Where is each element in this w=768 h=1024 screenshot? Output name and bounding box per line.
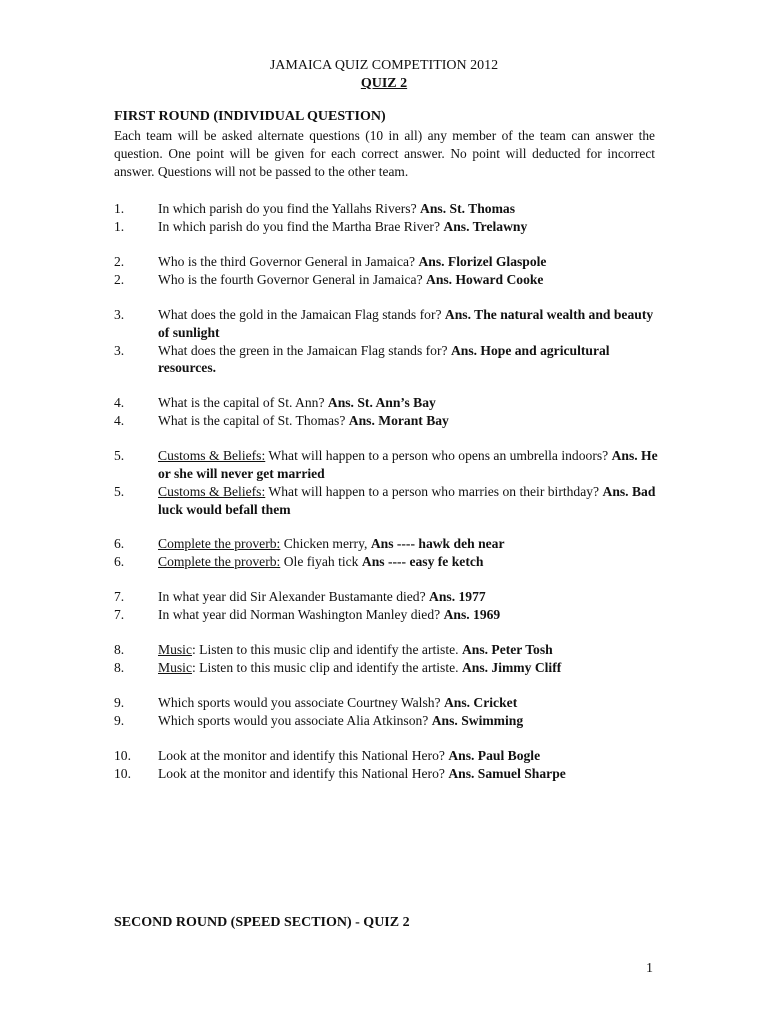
- question-item: [0, 306, 768, 342]
- answer-text: Ans. Samuel Sharpe: [448, 766, 566, 782]
- question-text-block: [158, 253, 658, 271]
- question-text-block: [158, 412, 658, 430]
- question-text-block: [158, 483, 658, 519]
- question-item: [0, 253, 768, 271]
- question-item: [0, 412, 768, 430]
- question-text: In what year did Norman Washington Manley died?: [158, 607, 441, 623]
- answer-text: Ans. Florizel Glaspole: [418, 254, 547, 269]
- question-text: Which sports would you associate Courtney Walsh?: [158, 695, 441, 711]
- question-item: [0, 553, 768, 571]
- question-topic: Music: [158, 660, 192, 676]
- question-group: [0, 641, 768, 677]
- question-item: [0, 606, 768, 624]
- instructions-paragraph: Each team will be asked alternate questions (10 in all) any member of the team can answer the question. One point will be given for each correct answer. No point will deducted for incorrect answer. Questions will not be passed to the other team.: [114, 128, 655, 179]
- question-text-block: [158, 712, 658, 730]
- question-number: 7.: [114, 607, 125, 623]
- question-topic: Complete the proverb:: [158, 536, 281, 552]
- answer-text: Ans ---- hawk deh near: [370, 536, 505, 552]
- question-text-block: [158, 765, 658, 783]
- question-text-block: [158, 218, 658, 236]
- question-text: In what year did Sir Alexander Bustamante died?: [158, 589, 426, 605]
- answer-text: Ans. Morant Bay: [348, 413, 449, 429]
- question-number: 10.: [114, 766, 131, 782]
- question-item: [0, 271, 768, 289]
- question-text: Which sports would you associate Alia Atkinson?: [158, 713, 429, 729]
- question-item: [0, 535, 768, 553]
- question-number: 5.: [114, 483, 125, 499]
- question-topic: Customs & Beliefs:: [158, 483, 266, 499]
- question-topic: Customs & Beliefs:: [158, 448, 266, 464]
- question-list: [0, 200, 768, 800]
- question-number: 6.: [114, 536, 125, 552]
- question-topic: Music: [158, 642, 192, 658]
- question-text-block: [158, 271, 658, 289]
- question-text-block: [158, 394, 658, 412]
- second-round-heading: SECOND ROUND (SPEED SECTION) - QUIZ 2: [114, 915, 410, 930]
- question-group: [0, 747, 768, 783]
- question-group: [0, 394, 768, 430]
- question-text-block: [158, 447, 658, 483]
- answer-text: Ans. Cricket: [443, 695, 518, 711]
- answer-text: Ans. Peter Tosh: [461, 642, 553, 658]
- answer-text: Ans. The natural wealth and beauty of sunlight: [158, 307, 654, 340]
- question-text-block: [158, 641, 658, 659]
- question-text: What does the green in the Jamaican Flag stands for?: [158, 342, 448, 358]
- question-text: In which parish do you find the Yallahs Rivers?: [158, 201, 417, 216]
- question-item: [0, 447, 768, 483]
- question-number: 10.: [114, 748, 131, 764]
- question-text-block: [158, 200, 658, 218]
- question-text: Chicken merry,: [283, 536, 368, 552]
- question-topic: Complete the proverb:: [158, 554, 281, 570]
- question-item: [0, 747, 768, 765]
- answer-text: Ans ---- easy fe ketch: [361, 554, 484, 570]
- question-item: [0, 483, 768, 519]
- question-text-block: [158, 306, 658, 342]
- first-round-heading: FIRST ROUND (INDIVIDUAL QUESTION): [114, 109, 386, 124]
- question-text: : Listen to this music clip and identify the artiste.: [191, 642, 459, 658]
- question-group: [0, 253, 768, 289]
- answer-text: Ans. 1977: [429, 589, 486, 605]
- question-text: Who is the fourth Governor General in Jamaica?: [158, 272, 423, 287]
- question-item: [0, 588, 768, 606]
- question-group: [0, 306, 768, 377]
- question-text: What is the capital of St. Ann?: [158, 395, 325, 411]
- answer-text: Ans. Howard Cooke: [426, 272, 544, 287]
- question-text: What will happen to a person who marries on their birthday?: [268, 483, 600, 499]
- question-item: [0, 765, 768, 783]
- quiz-number: QUIZ 2: [360, 76, 408, 91]
- question-text-block: [158, 535, 658, 553]
- answer-text: Ans. Swimming: [431, 713, 524, 729]
- answer-text: Ans. Bad luck would befall them: [158, 483, 656, 517]
- question-item: [0, 659, 768, 677]
- question-text: Ole fiyah tick: [283, 554, 359, 570]
- question-text: Who is the third Governor General in Jamaica?: [158, 254, 416, 269]
- question-group: [0, 588, 768, 624]
- question-text-block: [158, 606, 658, 624]
- question-number: 8.: [114, 660, 125, 676]
- question-number: 7.: [114, 589, 125, 605]
- question-text-block: [158, 553, 658, 571]
- question-number: 8.: [114, 642, 125, 658]
- document-title: JAMAICA QUIZ COMPETITION 2012: [269, 58, 499, 73]
- answer-text: Ans. 1969: [443, 607, 501, 623]
- question-group: [0, 535, 768, 571]
- question-number: 5.: [114, 448, 125, 464]
- question-item: [0, 200, 768, 218]
- question-number: 3.: [114, 307, 125, 322]
- answer-text: Ans. He or she will never get married: [158, 448, 658, 481]
- question-text-block: [158, 694, 658, 712]
- question-group: [0, 694, 768, 730]
- answer-text: Ans. Paul Bogle: [448, 748, 541, 764]
- page-number: 1: [646, 961, 653, 976]
- answer-text: Ans. St. Ann’s Bay: [327, 395, 436, 411]
- question-number: 9.: [114, 713, 125, 729]
- question-group: [0, 200, 768, 236]
- question-number: 4.: [114, 395, 125, 411]
- question-number: 6.: [114, 554, 125, 570]
- question-text-block: [158, 747, 658, 765]
- question-item: [0, 342, 768, 378]
- question-item: [0, 712, 768, 730]
- question-number: 3.: [114, 342, 125, 358]
- question-item: [0, 641, 768, 659]
- question-number: 1.: [114, 201, 125, 216]
- question-text: What is the capital of St. Thomas?: [158, 413, 346, 429]
- answer-text: Ans. St. Thomas: [420, 201, 515, 216]
- question-number: 1.: [114, 219, 125, 234]
- question-item: [0, 394, 768, 412]
- question-text-block: [158, 659, 658, 677]
- question-text: Look at the monitor and identify this National Hero?: [158, 766, 445, 782]
- question-item: [0, 694, 768, 712]
- question-text: What does the gold in the Jamaican Flag stands for?: [158, 307, 442, 322]
- question-text: What will happen to a person who opens an umbrella indoors?: [268, 448, 609, 464]
- question-number: 4.: [114, 413, 125, 429]
- question-text: : Listen to this music clip and identify the artiste.: [191, 660, 459, 676]
- answer-text: Ans. Trelawny: [443, 219, 528, 234]
- question-group: [0, 447, 768, 518]
- question-text: Look at the monitor and identify this National Hero?: [158, 748, 445, 764]
- question-number: 2.: [114, 272, 125, 287]
- question-number: 2.: [114, 254, 125, 269]
- question-text-block: [158, 342, 658, 378]
- question-number: 9.: [114, 695, 125, 711]
- answer-text: Ans. Hope and agricultural resources.: [158, 342, 610, 376]
- question-text-block: [158, 588, 658, 606]
- answer-text: Ans. Jimmy Cliff: [461, 660, 562, 676]
- question-text: In which parish do you find the Martha Brae River?: [158, 219, 440, 234]
- question-item: [0, 218, 768, 236]
